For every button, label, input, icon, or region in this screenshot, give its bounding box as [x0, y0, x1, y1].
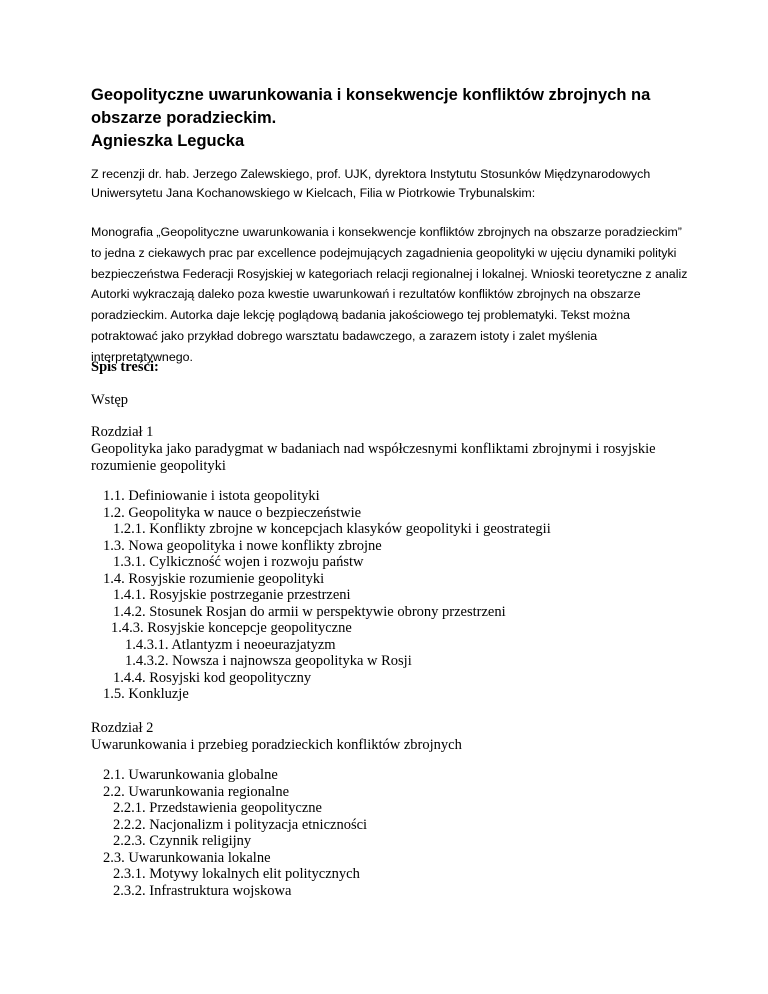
toc-item: 2.3.1. Motywy lokalnych elit politycznych — [113, 866, 360, 882]
toc-item: 1.4.3.1. Atlantyzm i neoeurazjatyzm — [125, 636, 336, 653]
chapter-1 — [91, 424, 691, 475]
chapter-2 — [91, 720, 691, 754]
toc-item: 1.4.3.2. Nowsza i najnowsza geopolityka w Rosji — [125, 653, 412, 669]
chapter-2-items — [103, 767, 703, 899]
toc-item: 1.2.1. Konflikty zbrojne w koncepcjach klasyków geopolityki i geostrategii — [113, 521, 551, 537]
toc-item: 1.4.3. Rosyjskie koncepcje geopolityczne — [111, 620, 352, 636]
toc-intro: Wstęp — [91, 392, 129, 408]
document-title: Geopolityczne uwarunkowania i konsekwencje konfliktów zbrojnych na obszarze poradzieckim. — [91, 86, 651, 127]
review-intro: Z recenzji dr. hab. Jerzego Zalewskiego, prof. UJK, dyrektora Instytutu Stosunków Międzynarodowych Uniwersytetu Jana Kochanowskiego w Kielcach, Filia w Piotrkowie Trybunalskim: — [91, 167, 651, 200]
toc-item: 1.2. Geopolityka w nauce o bezpieczeństwie — [103, 504, 362, 521]
chapter-1-items — [103, 488, 703, 703]
toc-item: 1.4.1. Rosyjskie postrzeganie przestrzeni — [113, 587, 351, 603]
toc-item: 1.5. Konkluzje — [103, 686, 189, 702]
toc-item: 1.4.4. Rosyjski kod geopolityczny — [113, 669, 312, 686]
toc-item: 1.3.1. Cylkiczność wojen i rozwoju państw — [113, 554, 364, 570]
toc-item: 1.4.2. Stosunek Rosjan do armii w perspektywie obrony przestrzeni — [113, 603, 506, 620]
abstract-paragraph: Monografia „Geopolityczne uwarunkowania i konsekwencje konfliktów zbrojnych na obszarze poradzieckim” to jedna z ciekawych prac par excellence podejmujących zagadnienia geopolityki w ujęciu dynamiki polityki bezpieczeństwa Federacji Rosyjskiej w kategoriach relacji regionalnej i lokalnej. Wnioski teoretyczne z analiz Autorki wykraczają daleko poza kwestie uwarunkowań i rezultatów konfliktów zbrojnych na obszarze poradzieckim. Autorka daje lekcję poglądową badania jakościowego tej problematyki. Tekst można potraktować jako przykład dobrego warsztatu badawczego, a zarazem istoty i zalet myślenia interpretatywnego. — [91, 225, 688, 364]
chapter-number: Rozdział 2 — [91, 720, 154, 736]
toc-item: 2.1. Uwarunkowania globalne — [103, 767, 278, 783]
chapter-title: Uwarunkowania i przebieg poradzieckich konfliktów zbrojnych — [91, 737, 462, 753]
toc-item: 2.3.2. Infrastruktura wojskowa — [113, 882, 292, 899]
author-name: Agnieszka Legucka — [91, 132, 245, 150]
toc-item: 1.4. Rosyjskie rozumienie geopolityki — [103, 570, 325, 587]
chapter-number: Rozdział 1 — [91, 424, 154, 440]
toc-item: 2.2. Uwarunkowania regionalne — [103, 783, 290, 800]
toc-item: 2.2.2. Nacjonalizm i polityzacja etniczności — [113, 816, 368, 833]
toc-heading: Spis treści: — [91, 359, 159, 375]
toc-item: 2.3. Uwarunkowania lokalne — [103, 849, 271, 866]
toc-item: 2.2.3. Czynnik religijny — [113, 833, 252, 849]
toc-item: 1.3. Nowa geopolityka i nowe konflikty zbrojne — [103, 537, 382, 554]
toc-item: 2.2.1. Przedstawienia geopolityczne — [113, 800, 322, 816]
chapter-title: Geopolityka jako paradygmat w badaniach nad współczesnymi konfliktami zbrojnymi i rosyjskie rozumienie geopolityki — [91, 441, 656, 474]
toc-item: 1.1. Definiowanie i istota geopolityki — [103, 488, 320, 504]
